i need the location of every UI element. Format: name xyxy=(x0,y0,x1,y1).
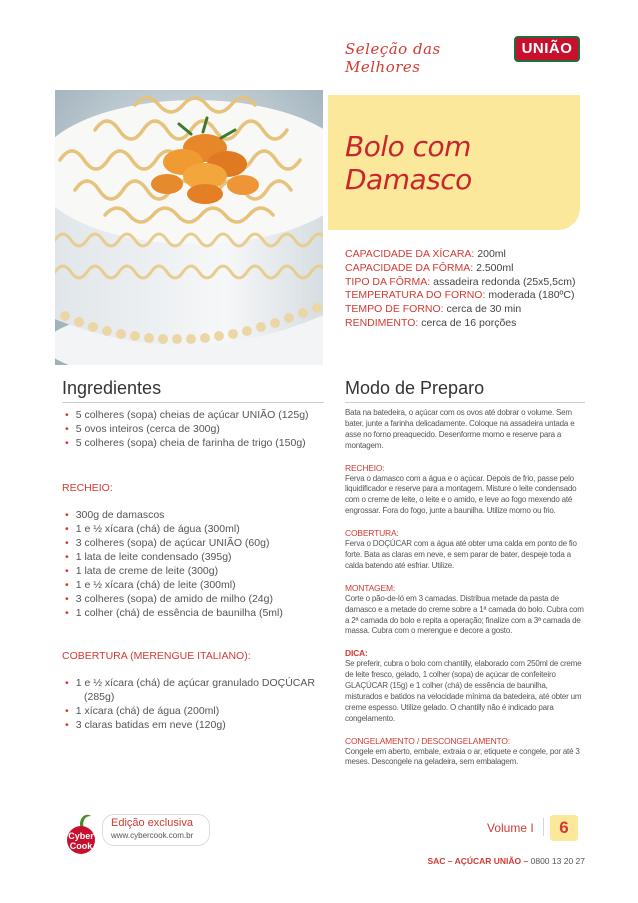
recipe-title-line1: Bolo com xyxy=(345,130,471,163)
method-section-heading: RECHEIO: xyxy=(345,462,385,473)
recipe-specs xyxy=(345,248,585,331)
ingredient-group-base xyxy=(62,408,330,450)
method-intro: Bata na batedeira, o açúcar com os ovos até dobrar o volume. Sem bater, junte a farinha delicadamente. Coloque na assadeira untada e asse no forno preaquecido. Desenforme morno e reserve para a montagem. xyxy=(345,408,575,450)
method-section-heading: MONTAGEM: xyxy=(345,582,395,593)
spec-value: moderada (180ºC) xyxy=(485,289,575,302)
spec-label: RENDIMENTO: xyxy=(345,316,419,329)
method-section-heading: DICA: xyxy=(345,648,368,659)
cybercook-logo-line2: Cook xyxy=(69,841,93,851)
edition-label: Edição exclusiva xyxy=(111,817,193,829)
ingredient-subheading: RECHEIO: xyxy=(62,482,113,494)
ingredient-subheading: COBERTURA (MERENGUE ITALIANO): xyxy=(62,650,251,662)
list-item: • 1 e ½ xícara (chá) de açúcar granulado DOÇÚCAR (285g) xyxy=(62,676,330,704)
volume-label: Volume I xyxy=(487,821,534,835)
list-item: • 300g de damascos xyxy=(62,508,330,522)
ingredients-heading: Ingredientes xyxy=(62,378,162,398)
series-title: Seleção das Melhores xyxy=(345,40,441,76)
method-section-heading: CONGELAMENTO / DESCONGELAMENTO: xyxy=(345,735,510,746)
spec-value: 2.500ml xyxy=(473,261,514,274)
sac-prefix: SAC – AÇÚCAR UNIÃO – xyxy=(427,856,529,866)
list-item: • 3 colheres (sopa) de amido de milho (24g) xyxy=(62,592,330,606)
list-item: • 5 colheres (sopa) cheia de farinha de trigo (150g) xyxy=(62,436,330,450)
ingredient-group-topping xyxy=(62,676,330,732)
list-item: • 1 e ½ xícara (chá) de água (300ml) xyxy=(62,522,330,536)
sac-contact xyxy=(345,856,585,866)
list-item: • 5 colheres (sopa) cheias de açúcar UNIÃO (125g) xyxy=(62,408,330,422)
method-section xyxy=(345,528,585,572)
edition-badge xyxy=(102,814,210,846)
spec-value: 200ml xyxy=(474,248,506,260)
spec-label: TEMPERATURA DO FORNO: xyxy=(345,289,486,302)
cybercook-logo-line1: Cyber xyxy=(68,831,94,841)
method-section-text: Se preferir, cubra o bolo com chantilly, elaborado com 250ml de creme de leite fresco, gelado, 1 colher (sopa) de açúcar de confeiteiro GLAÇÚCAR (15g) e 1 colher (chá) de essência de baunilha, misturados e batidos na velocidade mínima da batedeira, até obter um creme espesso. Utilize gelado. O chantilly não é indicado para congelamento. xyxy=(345,659,582,723)
method-section-heading: COBERTURA: xyxy=(345,528,399,539)
method-section xyxy=(345,736,585,769)
list-item: • 5 ovos inteiros (cerca de 300g) xyxy=(62,422,330,436)
ingredients-list xyxy=(62,408,330,732)
divider xyxy=(345,402,585,403)
page-number: 6 xyxy=(550,815,578,841)
spec-row xyxy=(345,276,585,290)
spec-value: assadeira redonda (25x5,5cm) xyxy=(430,275,576,288)
divider xyxy=(543,818,544,836)
spec-row xyxy=(345,248,585,262)
list-item: • 1 e ½ xícara (chá) de leite (300ml) xyxy=(62,578,330,592)
recipe-title xyxy=(345,130,575,196)
spec-label: TIPO DA FÔRMA: xyxy=(345,275,431,288)
spec-row xyxy=(345,289,585,303)
list-item: • 1 lata de leite condensado (395g) xyxy=(62,550,330,564)
divider xyxy=(62,402,324,403)
spec-row xyxy=(345,262,585,276)
list-item: • 1 colher (chá) de essência de baunilha (5ml) xyxy=(62,606,330,620)
list-item: • 3 claras batidas em neve (120g) xyxy=(62,718,330,732)
method-heading: Modo de Preparo xyxy=(345,378,485,398)
method-section-text: Congele em aberto, embale, extraia o ar, etiquete e congele, por até 3 meses. Descongele na geladeira, sem embalagem. xyxy=(345,746,580,767)
cybercook-logo xyxy=(62,810,100,856)
method-section xyxy=(345,648,585,724)
method-section-text: Corte o pão-de-ló em 3 camadas. Distribua metade da pasta de damasco e a metade do creme sobre a 1ª camada do bolo. Cubra com a 2ª camada do bolo e repita a operação; finalize com a 3ª camada de massa. Cubra com o merengue e decore a gosto. xyxy=(345,593,584,636)
list-item: • 3 colheres (sopa) de açúcar UNIÃO (60g) xyxy=(62,536,330,550)
list-item: • 1 xícara (chá) de água (200ml) xyxy=(62,704,330,718)
method-section xyxy=(345,463,585,518)
uniao-logo: UNIÃO xyxy=(514,36,580,62)
edition-url[interactable]: www.cybercook.com.br xyxy=(111,831,194,840)
spec-value: cerca de 30 min xyxy=(443,303,522,316)
recipe-title-line2: Damasco xyxy=(345,163,472,196)
sac-phone: 0800 13 20 27 xyxy=(528,856,585,866)
spec-label: CAPACIDADE DA FÔRMA: xyxy=(345,261,474,274)
spec-value: cerca de 16 porções xyxy=(418,316,517,329)
ingredient-group-filling xyxy=(62,508,330,620)
list-item: • 1 lata de creme de leite (300g) xyxy=(62,564,330,578)
spec-label: CAPACIDADE DA XÍCARA: xyxy=(345,248,475,260)
method-section-text: Ferva o DOÇÚCAR com a água até obter uma calda em ponto de fio forte. Bata as claras em neve, e sem parar de bater, despeje toda a calda batendo até esfriar. Utilize. xyxy=(345,539,577,570)
spec-row xyxy=(345,317,585,331)
spec-label: TEMPO DE FORNO: xyxy=(345,303,444,316)
cake-photo xyxy=(55,90,323,365)
method-body xyxy=(345,408,585,768)
spec-row xyxy=(345,303,585,317)
method-section xyxy=(345,583,585,638)
method-section-text: Ferva o damasco com a água e o açúcar. Depois de frio, passe pelo liquidificador e reserve para a montagem. Misture o leite condensado com o creme de leite, o leite e o amido, e leve ao fogo mexendo até engrossar. Fora do fogo, junte a baunilha. Utilize morno ou frio. xyxy=(345,473,577,516)
